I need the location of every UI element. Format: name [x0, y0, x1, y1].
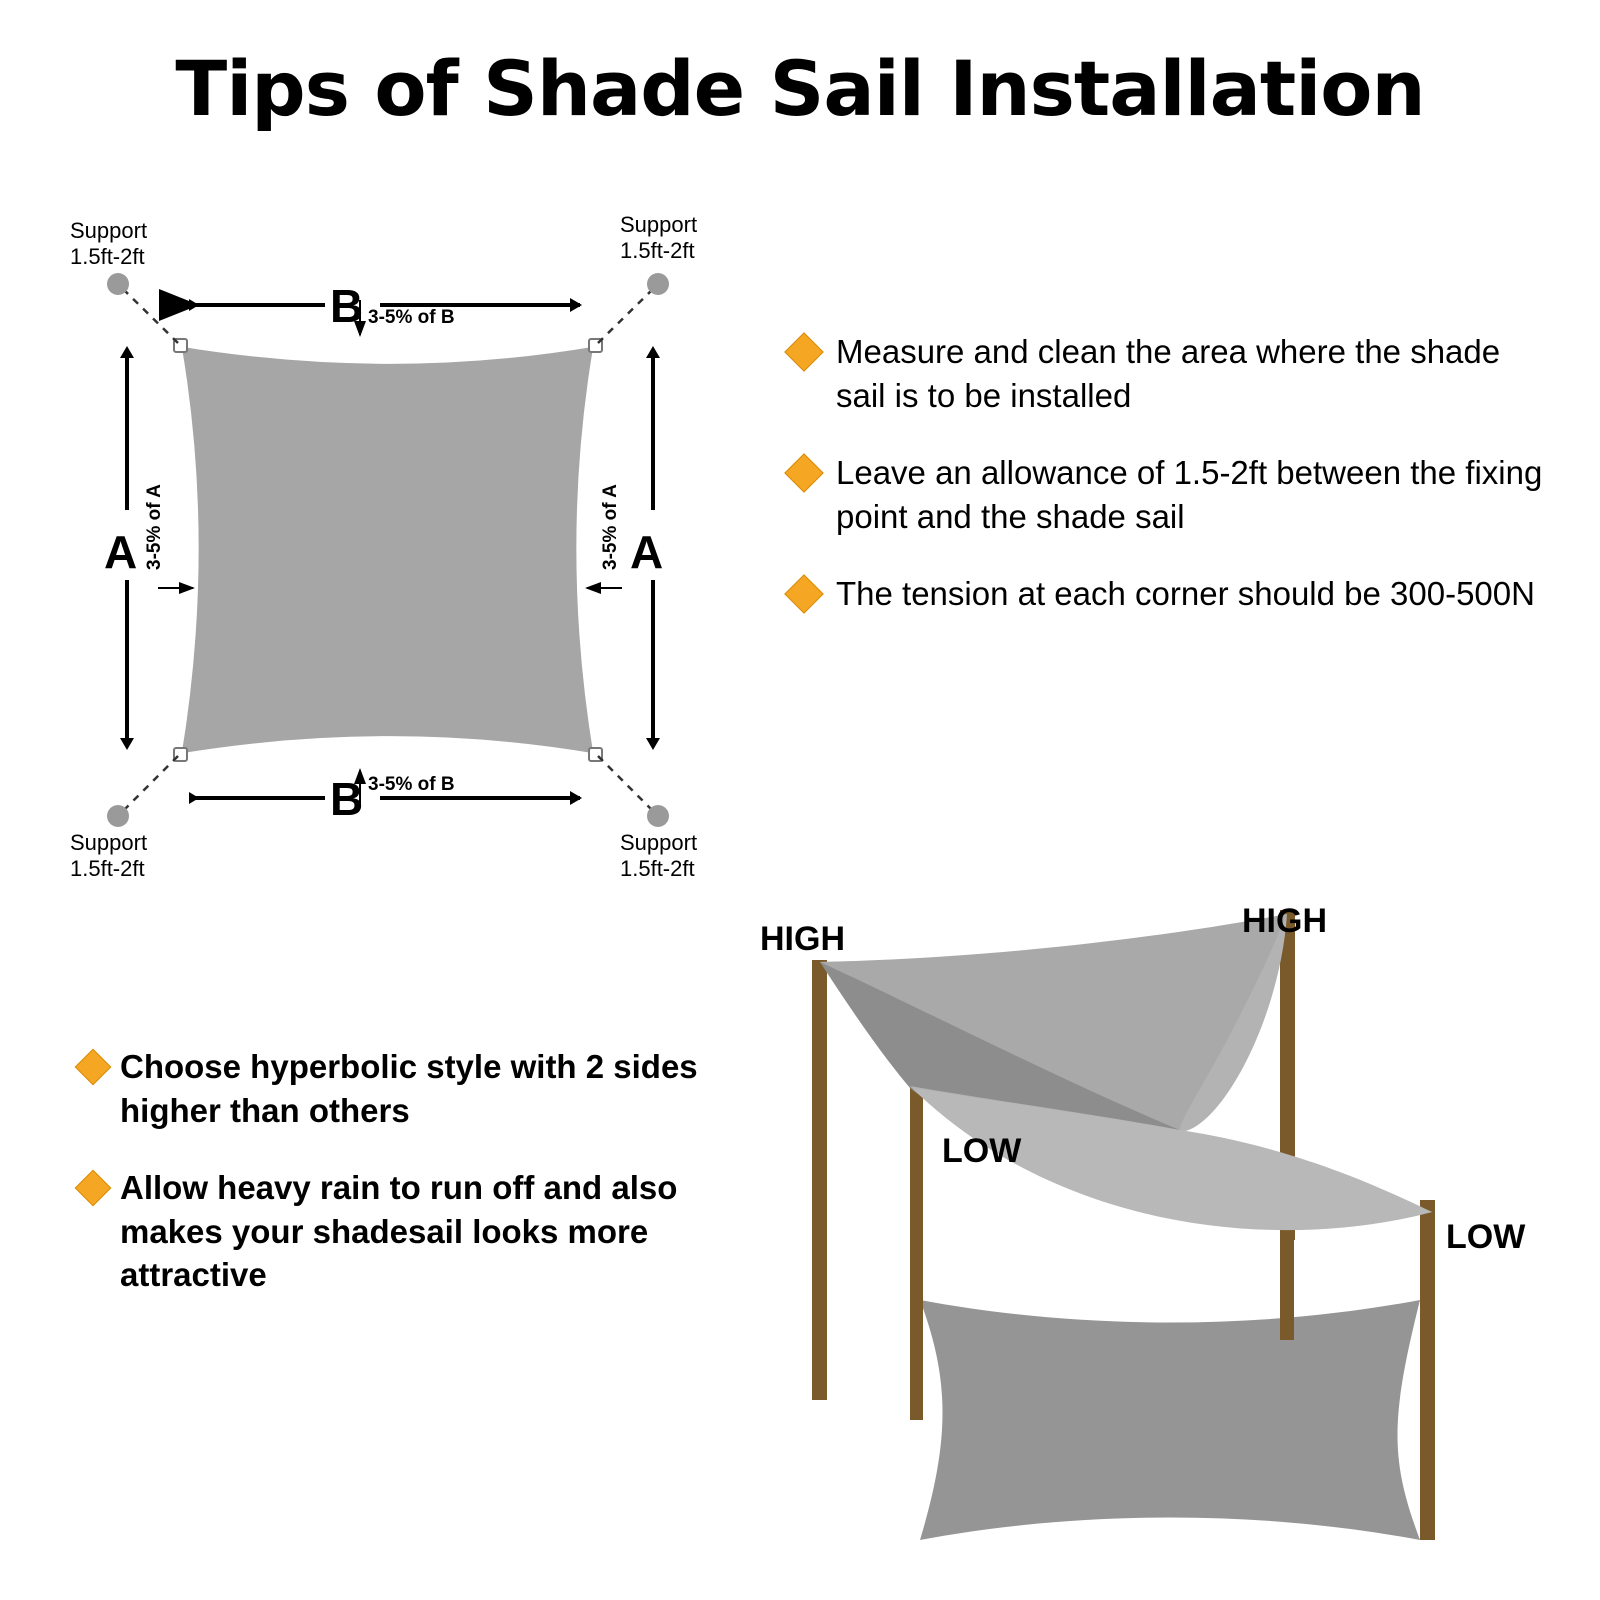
curve-note-bottom-label: 3-5% of B — [368, 774, 455, 795]
list-item — [80, 1045, 780, 1132]
post-low-far-right — [1420, 1200, 1435, 1540]
tip-text: Choose hyperbolic style with 2 sides higher than others — [120, 1048, 698, 1129]
tip-text: Leave an allowance of 1.5-2ft between the fixing point and the shade sail — [836, 454, 1543, 535]
page-title: Tips of Shade Sail Installation — [175, 44, 1425, 133]
sail-shadow — [920, 1300, 1420, 1540]
diamond-bullet-icon — [784, 453, 824, 493]
tip-text: Measure and clean the area where the shade sail is to be installed — [836, 333, 1501, 414]
list-item — [790, 451, 1550, 538]
label-high-left: HIGH — [760, 920, 845, 958]
support-label-tl-line2: 1.5ft-2ft — [70, 244, 145, 269]
dimension-label-a-left: A — [104, 526, 138, 578]
curve-note-right — [587, 484, 622, 588]
tip-text: Allow heavy rain to run off and also makes your shadesail looks more attractive — [120, 1169, 678, 1294]
support-label-tl-line1: Support — [70, 218, 148, 243]
label-low-left: LOW — [942, 1132, 1022, 1170]
dimension-label-b-top: B — [330, 280, 364, 332]
list-item — [80, 1166, 780, 1297]
support-label-tr-line2: 1.5ft-2ft — [620, 238, 695, 263]
support-label-tr-line1: Support — [620, 212, 698, 237]
tips-list-top — [790, 330, 1550, 650]
diamond-bullet-icon — [75, 1049, 112, 1086]
diamond-bullet-icon — [784, 332, 824, 372]
curve-note-left — [144, 484, 193, 588]
tips-list-bottom — [80, 1045, 780, 1331]
label-high-right: HIGH — [1242, 902, 1327, 940]
diamond-bullet-icon — [784, 574, 824, 614]
list-item — [790, 572, 1550, 616]
support-label-bl-line2: 1.5ft-2ft — [70, 856, 145, 881]
shade-sail-measurement-diagram — [60, 210, 800, 900]
post-high-left — [812, 960, 827, 1400]
curve-note-right-label: 3-5% of A — [600, 484, 621, 570]
tip-text: The tension at each corner should be 300-500N — [836, 575, 1535, 613]
post-low-left — [910, 1080, 923, 1420]
hyperbolic-shade-sail-diagram — [760, 900, 1580, 1560]
sail-shape — [180, 345, 595, 755]
curve-note-left-label: 3-5% of A — [144, 484, 165, 570]
curve-note-top-label: 3-5% of B — [368, 307, 455, 328]
support-label-br-line1: Support — [620, 830, 698, 855]
dimension-left — [104, 346, 137, 750]
dimension-right — [630, 346, 663, 750]
dimension-label-a-right: A — [630, 526, 664, 578]
diamond-bullet-icon — [75, 1170, 112, 1207]
support-label-br-line2: 1.5ft-2ft — [620, 856, 695, 881]
support-label-bl-line1: Support — [70, 830, 148, 855]
label-low-right: LOW — [1446, 1218, 1526, 1256]
list-item — [790, 330, 1550, 417]
dimension-label-b-bottom: B — [330, 773, 364, 825]
